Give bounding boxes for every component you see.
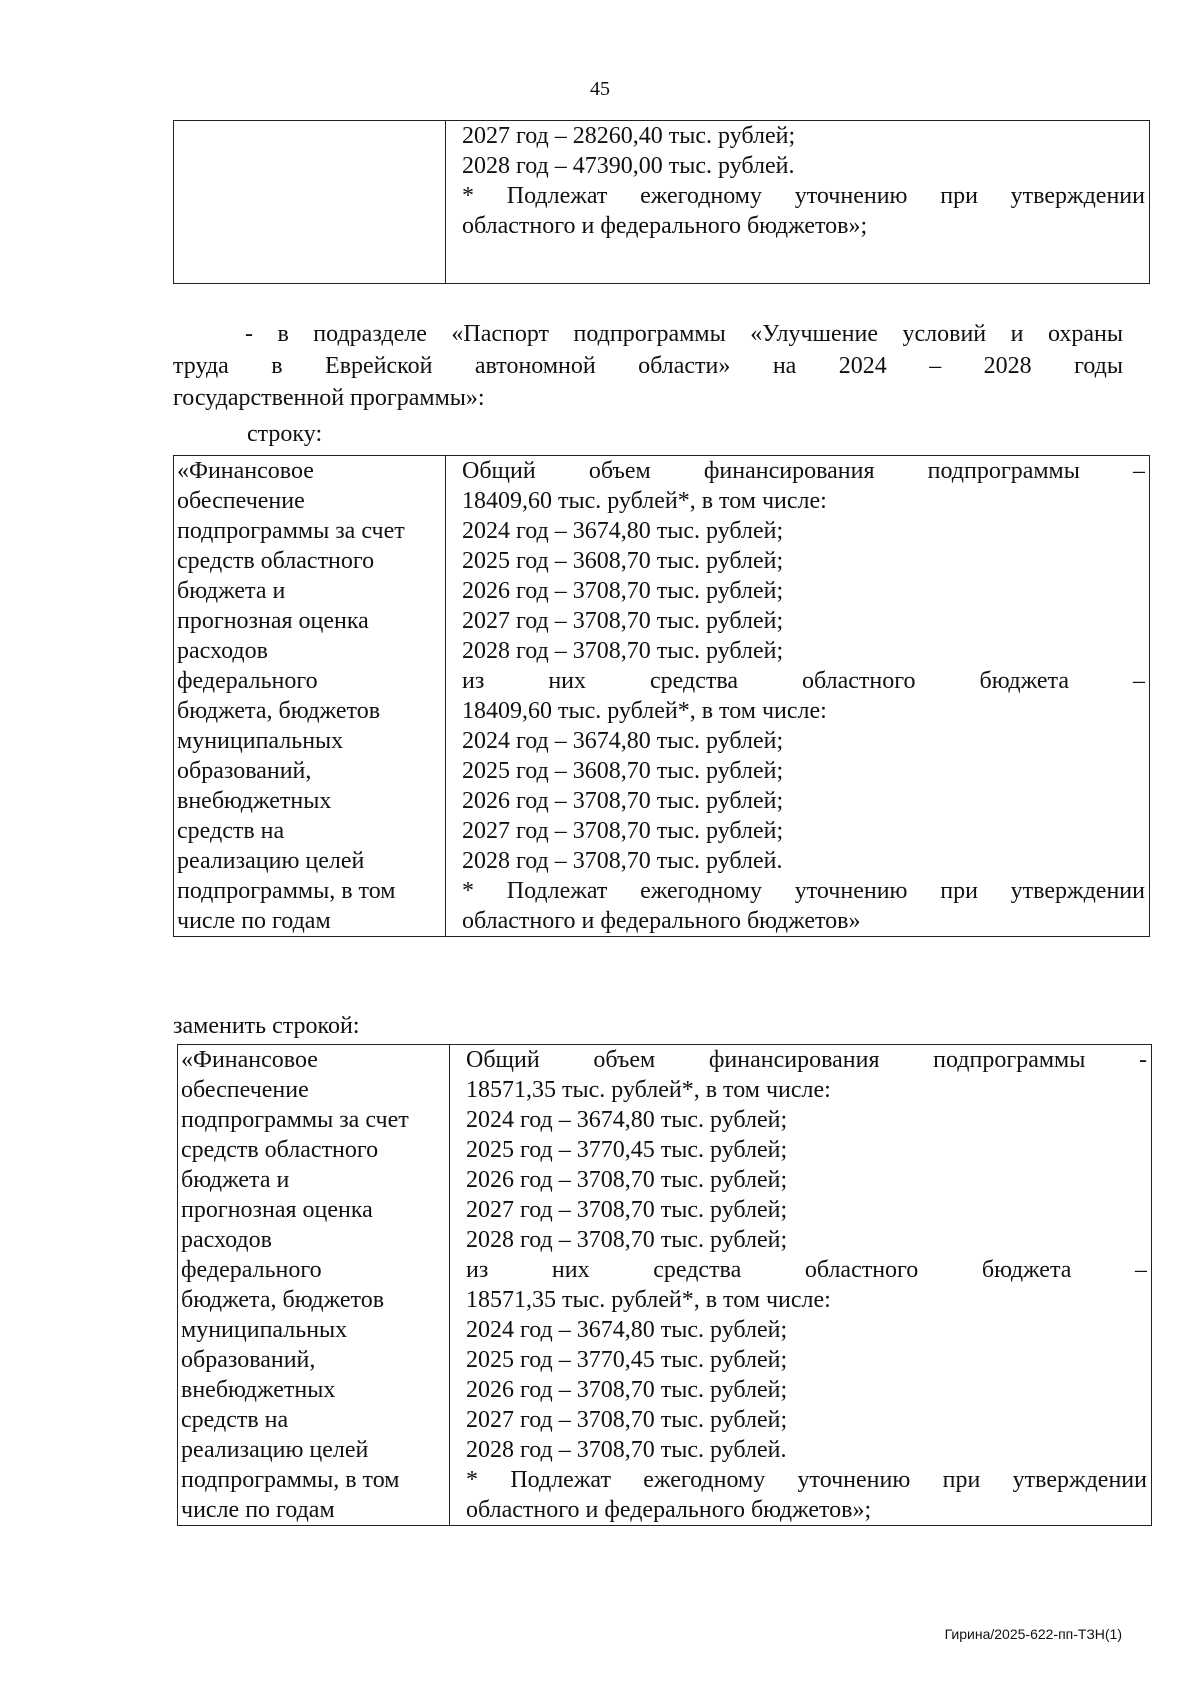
label-stroku: строку: <box>247 421 323 447</box>
document-footer-code: Гирина/2025-622-пп-ТЗН(1) <box>944 1626 1122 1642</box>
text-line: реализацию целей <box>181 1437 369 1463</box>
label-zamenit: заменить строкой: <box>173 1013 360 1039</box>
text-line: прогнозная оценка <box>177 608 369 634</box>
table-row <box>174 456 1150 937</box>
paragraph-line: - в подразделе «Паспорт подпрограммы «Улучшение условий и охраны <box>245 321 1123 347</box>
page-number: 45 <box>590 78 610 100</box>
table-row <box>178 1045 1152 1526</box>
text-line: 2026 год – 3708,70 тыс. рублей; <box>462 788 784 814</box>
text-line: бюджета, бюджетов <box>177 698 381 724</box>
text-line: 2027 год – 28260,40 тыс. рублей; <box>462 123 796 149</box>
text-line: расходов <box>177 638 268 664</box>
top-table-fragment <box>173 120 1150 284</box>
amendment-paragraph <box>173 318 1123 414</box>
text-line: средств областного <box>181 1137 379 1163</box>
text-line: подпрограммы, в том <box>181 1467 400 1493</box>
text-line: 2028 год – 47390,00 тыс. рублей. <box>462 153 795 179</box>
text-line: внебюджетных <box>181 1377 336 1403</box>
text-line: 2025 год – 3608,70 тыс. рублей; <box>462 758 784 784</box>
text-line: бюджета и <box>181 1167 290 1193</box>
text-line: прогнозная оценка <box>181 1197 373 1223</box>
text-line: из них средства областного бюджета – <box>466 1257 1147 1283</box>
text-line: подпрограммы за счет <box>181 1107 409 1133</box>
text-line: 2027 год – 3708,70 тыс. рублей; <box>462 818 784 844</box>
text-line: 2027 год – 3708,70 тыс. рублей; <box>466 1407 788 1433</box>
old-table-right-cell <box>446 456 1150 937</box>
text-line: Общий объем финансирования подпрограммы – <box>462 458 1145 484</box>
text-line: из них средства областного бюджета – <box>462 668 1145 694</box>
text-line: бюджета и <box>177 578 286 604</box>
text-line: бюджета, бюджетов <box>181 1287 385 1313</box>
text-line: областного и федерального бюджетов» <box>462 908 861 934</box>
text-line: «Финансовое <box>181 1047 318 1073</box>
text-line: подпрограммы за счет <box>177 518 405 544</box>
text-line: числе по годам <box>181 1497 335 1523</box>
text-line: подпрограммы, в том <box>177 878 396 904</box>
paragraph-line: государственной программы»: <box>173 385 485 411</box>
new-table-right-cell <box>450 1045 1152 1526</box>
text-line: * Подлежат ежегодному уточнению при утверждении <box>466 1467 1147 1493</box>
text-line: 2024 год – 3674,80 тыс. рублей; <box>466 1107 788 1133</box>
text-line: муниципальных <box>181 1317 348 1343</box>
text-line: 18409,60 тыс. рублей*, в том числе: <box>462 488 827 514</box>
text-line: областного и федерального бюджетов»; <box>462 213 868 239</box>
text-line: 2025 год – 3770,45 тыс. рублей; <box>466 1347 788 1373</box>
text-line: средств на <box>181 1407 289 1433</box>
text-line: 2026 год – 3708,70 тыс. рублей; <box>462 578 784 604</box>
text-line: федерального <box>177 668 318 694</box>
text-line: обеспечение <box>177 488 305 514</box>
top-table-right-cell <box>446 121 1150 284</box>
text-line: внебюджетных <box>177 788 332 814</box>
text-line: «Финансовое <box>177 458 314 484</box>
text-line: средств областного <box>177 548 375 574</box>
top-table-left-cell <box>174 121 446 284</box>
text-line: * Подлежат ежегодному уточнению при утверждении <box>462 878 1145 904</box>
text-line: 2026 год – 3708,70 тыс. рублей; <box>466 1167 788 1193</box>
text-line: реализацию целей <box>177 848 365 874</box>
text-line: обеспечение <box>181 1077 309 1103</box>
text-line: образований, <box>177 758 312 784</box>
text-line: 2024 год – 3674,80 тыс. рублей; <box>462 518 784 544</box>
table-row <box>174 121 1150 284</box>
text-line: 2028 год – 3708,70 тыс. рублей; <box>462 638 784 664</box>
text-line: 2027 год – 3708,70 тыс. рублей; <box>466 1197 788 1223</box>
text-line: 2024 год – 3674,80 тыс. рублей; <box>466 1317 788 1343</box>
new-financing-table <box>177 1044 1152 1526</box>
text-line: * Подлежат ежегодному уточнению при утверждении <box>462 183 1145 209</box>
text-line: 2027 год – 3708,70 тыс. рублей; <box>462 608 784 634</box>
text-line: федерального <box>181 1257 322 1283</box>
text-line: 18409,60 тыс. рублей*, в том числе: <box>462 698 827 724</box>
text-line: областного и федерального бюджетов»; <box>466 1497 872 1523</box>
text-line: расходов <box>181 1227 272 1253</box>
text-line: 18571,35 тыс. рублей*, в том числе: <box>466 1077 831 1103</box>
text-line: 2028 год – 3708,70 тыс. рублей. <box>466 1437 787 1463</box>
text-line: 2024 год – 3674,80 тыс. рублей; <box>462 728 784 754</box>
old-table-left-cell <box>174 456 446 937</box>
old-financing-table <box>173 455 1150 937</box>
text-line: образований, <box>181 1347 316 1373</box>
new-table-left-cell <box>178 1045 450 1526</box>
text-line: 2028 год – 3708,70 тыс. рублей. <box>462 848 783 874</box>
paragraph-line: труда в Еврейской автономной области» на 2024 – 2028 годы <box>173 353 1123 379</box>
text-line: числе по годам <box>177 908 331 934</box>
text-line: средств на <box>177 818 285 844</box>
text-line: Общий объем финансирования подпрограммы - <box>466 1047 1147 1073</box>
text-line: муниципальных <box>177 728 344 754</box>
text-line: 2025 год – 3608,70 тыс. рублей; <box>462 548 784 574</box>
text-line: 2028 год – 3708,70 тыс. рублей; <box>466 1227 788 1253</box>
text-line: 2026 год – 3708,70 тыс. рублей; <box>466 1377 788 1403</box>
text-line: 2025 год – 3770,45 тыс. рублей; <box>466 1137 788 1163</box>
text-line: 18571,35 тыс. рублей*, в том числе: <box>466 1287 831 1313</box>
